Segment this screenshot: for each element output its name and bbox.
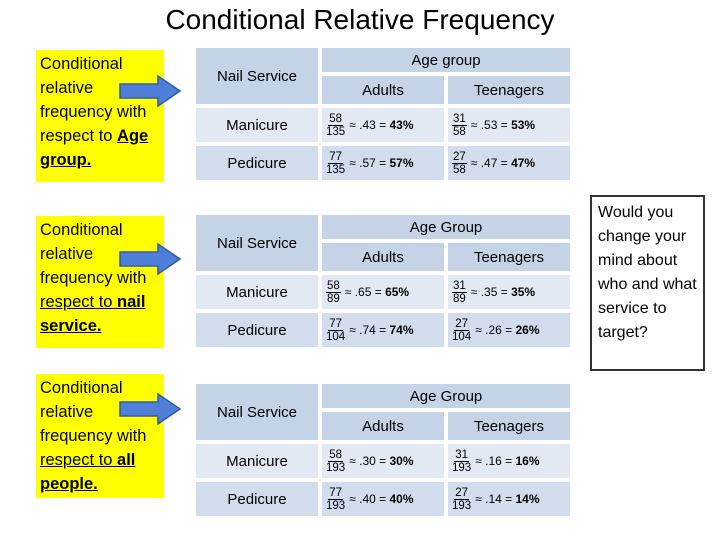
denominator: 193	[326, 461, 346, 474]
numerator: 58	[329, 448, 342, 461]
approx-value	[475, 323, 539, 337]
decimal: ≈ .35 =	[470, 285, 512, 299]
column-header-adults: Adults	[320, 74, 446, 106]
fraction	[326, 113, 345, 138]
frequency-table	[194, 213, 572, 349]
numerator: 31	[455, 448, 468, 461]
row-header-cell: Nail Service	[194, 46, 320, 106]
decimal: ≈ .26 =	[475, 323, 516, 337]
denominator: 89	[453, 292, 466, 305]
denominator: 193	[326, 499, 346, 512]
approx-value	[471, 118, 535, 132]
decimal: ≈ .30 =	[349, 454, 390, 468]
denominator: 58	[453, 125, 466, 138]
percent: 53%	[511, 118, 536, 132]
note-text: Conditional relative frequency with	[40, 379, 147, 445]
column-header-adults: Adults	[320, 410, 446, 442]
group-header-cell: Age Group	[320, 382, 572, 410]
column-header-teenagers: Teenagers	[446, 74, 572, 106]
approx-value	[471, 285, 535, 299]
cell-teenagers	[446, 480, 572, 518]
approx-value	[475, 454, 539, 468]
approx-value	[349, 156, 413, 170]
numerator: 27	[455, 486, 468, 499]
fraction	[326, 318, 345, 343]
column-header-adults: Adults	[320, 241, 446, 273]
cell-adults	[320, 311, 446, 349]
numerator: 31	[453, 279, 466, 292]
fraction	[326, 280, 341, 305]
approx-value	[349, 118, 413, 132]
cell-adults	[320, 273, 446, 311]
numerator: 77	[329, 486, 342, 499]
frequency-table	[194, 382, 572, 518]
percent: 47%	[511, 156, 536, 170]
fraction	[452, 151, 467, 176]
denominator: 104	[452, 330, 472, 343]
approx-value	[345, 285, 409, 299]
note-nail-service	[36, 216, 164, 348]
percent: 40%	[389, 492, 414, 506]
approx-value	[349, 492, 413, 506]
note-age-group	[36, 50, 164, 182]
note-underline: respect to	[40, 451, 118, 469]
numerator: 31	[453, 112, 466, 125]
row-label: Manicure	[194, 106, 320, 144]
cell-adults	[320, 480, 446, 518]
decimal: ≈ .65 =	[344, 285, 386, 299]
denominator: 135	[326, 125, 346, 138]
percent: 43%	[389, 118, 414, 132]
arrow-icon	[118, 74, 182, 108]
cell-adults	[320, 144, 446, 182]
fraction	[452, 487, 471, 512]
numerator: 77	[329, 317, 342, 330]
percent: 74%	[389, 323, 414, 337]
cell-teenagers	[446, 442, 572, 480]
decimal: ≈ .16 =	[475, 454, 516, 468]
denominator: 135	[326, 163, 346, 176]
approx-value	[471, 156, 535, 170]
note-text: Conditional relative frequency with respect to	[40, 55, 147, 145]
frequency-table	[194, 46, 572, 182]
decimal: ≈ .14 =	[475, 492, 516, 506]
numerator: 27	[453, 150, 466, 163]
denominator: 58	[453, 163, 466, 176]
decimal: ≈ .74 =	[349, 323, 390, 337]
arrow-icon	[118, 392, 182, 426]
approx-value	[349, 323, 413, 337]
denominator: 89	[327, 292, 340, 305]
denominator: 193	[452, 461, 472, 474]
percent: 57%	[389, 156, 414, 170]
percent: 26%	[515, 323, 540, 337]
cell-adults	[320, 106, 446, 144]
callout-question: Would you change your mind about who and what service to target?	[590, 195, 705, 371]
percent: 30%	[389, 454, 414, 468]
fraction	[326, 487, 345, 512]
approx-value	[475, 492, 539, 506]
page-title: Conditional Relative Frequency	[165, 4, 555, 35]
fraction	[452, 318, 471, 343]
cell-adults	[320, 442, 446, 480]
decimal: ≈ .57 =	[349, 156, 390, 170]
note-text: Conditional relative frequency with	[40, 221, 147, 287]
fraction	[326, 151, 345, 176]
numerator: 58	[327, 279, 340, 292]
fraction	[326, 449, 345, 474]
row-label: Pedicure	[194, 311, 320, 349]
decimal: ≈ .40 =	[349, 492, 390, 506]
fraction	[452, 280, 467, 305]
percent: 35%	[511, 285, 536, 299]
denominator: 193	[452, 499, 472, 512]
note-emphasis: nail service.	[40, 293, 146, 335]
note-emphasis: Age group.	[40, 127, 149, 169]
denominator: 104	[326, 330, 346, 343]
cell-teenagers	[446, 273, 572, 311]
numerator: 77	[329, 150, 342, 163]
numerator: 58	[329, 112, 342, 125]
row-label: Manicure	[194, 273, 320, 311]
group-header-cell: Age group	[320, 46, 572, 74]
cell-teenagers	[446, 311, 572, 349]
group-header-cell: Age Group	[320, 213, 572, 241]
column-header-teenagers: Teenagers	[446, 410, 572, 442]
percent: 65%	[385, 285, 410, 299]
decimal: ≈ .53 =	[470, 118, 512, 132]
fraction	[452, 449, 471, 474]
row-header-cell: Nail Service	[194, 213, 320, 273]
decimal: ≈ .47 =	[470, 156, 512, 170]
column-header-teenagers: Teenagers	[446, 241, 572, 273]
note-underline: respect to	[40, 293, 118, 311]
fraction	[452, 113, 467, 138]
arrow-icon	[118, 242, 182, 276]
row-label: Pedicure	[194, 144, 320, 182]
decimal: ≈ .43 =	[349, 118, 390, 132]
approx-value	[349, 454, 413, 468]
row-header-cell: Nail Service	[194, 382, 320, 442]
cell-teenagers	[446, 144, 572, 182]
row-label: Pedicure	[194, 480, 320, 518]
percent: 16%	[515, 454, 540, 468]
note-emphasis: all people.	[40, 451, 136, 493]
row-label: Manicure	[194, 442, 320, 480]
percent: 14%	[515, 492, 540, 506]
cell-teenagers	[446, 106, 572, 144]
numerator: 27	[455, 317, 468, 330]
